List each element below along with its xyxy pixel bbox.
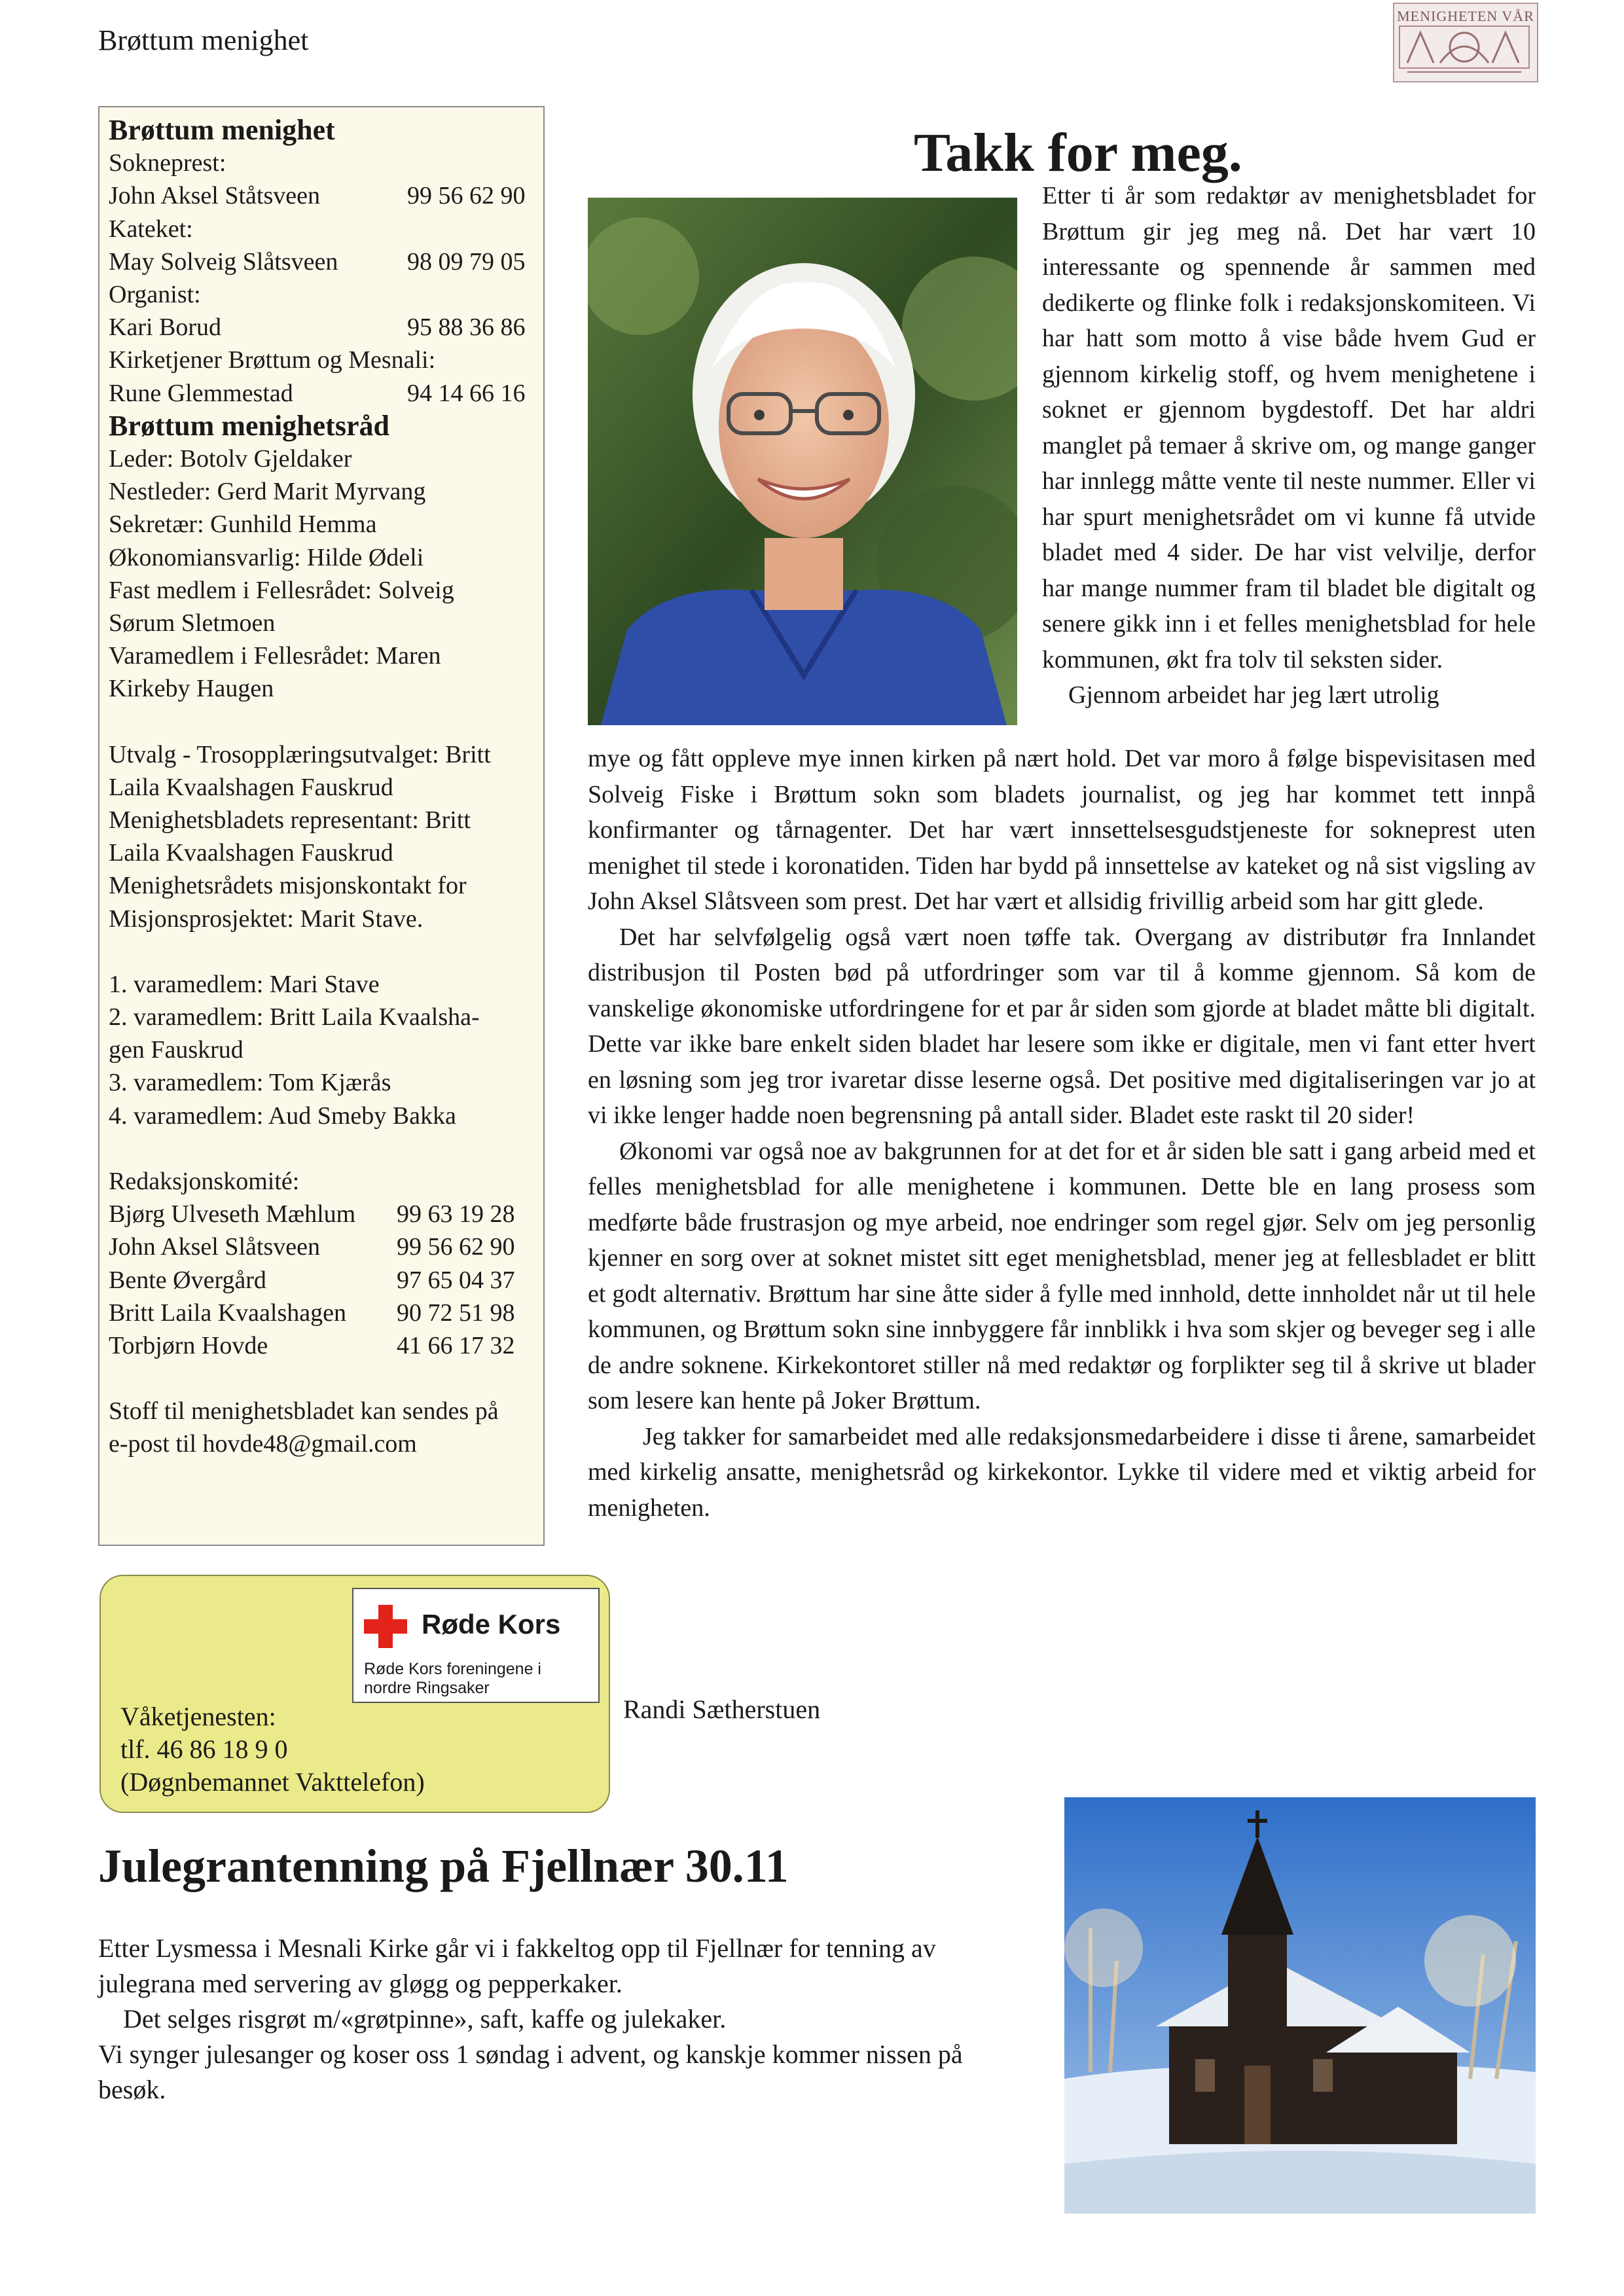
parish-info-box	[98, 106, 545, 1546]
article-signature: Randi Sætherstuen	[623, 1695, 821, 1724]
running-head: Brøttum menighet	[98, 24, 309, 56]
rode-kors-logo	[352, 1588, 600, 1703]
committee-line: Laila Kvaalshagen Fauskrud	[109, 839, 393, 867]
deputy-line: 1. varamedlem: Mari Stave	[109, 970, 380, 998]
portrait-photo	[588, 198, 1017, 725]
article-lead	[1042, 178, 1536, 713]
staff-phone: 99 56 62 90	[407, 182, 526, 210]
rode-kors-box	[99, 1575, 610, 1813]
article-lead-paragraph: Etter ti år som redaktør av menighetsbladet for Brøttum gir jeg meg nå. Det har vært 10 interessante og spennende år sammen med dedikerte og flinke folk i redaksjonskomiteen. Vi har hatt som motto å vise både hvem Gud er gjennom kirkelig stoff, og hvem menighetene i soknet er gjennom bygdestoff. Det har aldri manglet på temaer å skrive om, og mange ganger har innlegg måtte vente til neste nummer. Eller vi har spurt menighetsrådet om vi kunne få utvide bladet med 4 sider. De har vist velvilje, derfor har mange nummer fram til bladet ble digitalt og senere gikk inn i et felles menighetsblad for hele kommunen, økt fra tolv til seksten sider.	[1042, 182, 1536, 673]
editorial-name: Britt Laila Kvaalshagen	[109, 1299, 346, 1327]
council-line: Fast medlem i Fellesrådet: Solveig	[109, 576, 454, 604]
council-line: Kirkeby Haugen	[109, 675, 274, 703]
council-line: Varamedlem i Fellesrådet: Maren	[109, 642, 441, 670]
spacer	[109, 706, 535, 738]
editorial-row	[109, 1297, 535, 1329]
article-paragraph: Det har selvfølgelig også vært noen tøffe tak. Overgang av distributør fra Innlandet distribusjon til Posten bød på utfordringer som var til å komme gjennom. Så kom de vanskelige økonomiske utfordringene for et par år siden som gjorde at bladet måtte bli digitalt. Dette var ikke bare enkelt siden bladet har lesere som ikke er digitale, men vi fant etter hvert en løsning som jeg tror ivaretar disse leserne også. Det positive med digitaliseringen var jo at vi ikke lenger hadde noen begrensning på antall sider. Bladet este raskt til 20 sider!	[588, 923, 1536, 1129]
article-body	[588, 741, 1536, 1526]
staff-phone: 98 09 79 05	[407, 247, 526, 276]
submit-line: Stoff til menighetsbladet kan sendes på	[109, 1397, 499, 1426]
staff-row	[109, 179, 535, 212]
editorial-phone: 99 63 19 28	[397, 1200, 515, 1229]
editorial-phone: 97 65 04 37	[397, 1266, 515, 1294]
masthead-logo	[1393, 3, 1538, 82]
staff-name: May Solveig Slåtsveen	[109, 247, 338, 276]
vaketjenesten-phone: tlf. 46 86 18 9 0	[120, 1734, 288, 1764]
editorial-row	[109, 1264, 535, 1297]
council-line: Leder: Botolv Gjeldaker	[109, 445, 352, 473]
masthead-logo-text: MENIGHETEN VÅR	[1397, 8, 1534, 24]
council-title: Brøttum menighetsråd	[109, 409, 389, 442]
jule-title: Julegrantenning på Fjellnær 30.11	[98, 1840, 789, 1892]
staff-name: Kari Borud	[109, 314, 222, 342]
editorial-name: Bjørg Ulveseth Mæhlum	[109, 1200, 356, 1229]
editorial-title: Redaksjonskomité:	[109, 1167, 300, 1195]
editorial-row	[109, 1329, 535, 1362]
jule-paragraph: Det selges risgrøt m/«grøtpinne», saft, kaffe og julekaker.	[123, 2004, 727, 2034]
committee-line: Utvalg - Trosopplæringsutvalget: Britt	[109, 740, 491, 768]
staff-phone: 94 14 66 16	[407, 379, 526, 407]
deputy-line: gen Fauskrud	[109, 1036, 244, 1064]
editorial-name: John Aksel Slåtsveen	[109, 1233, 320, 1261]
committee-line: Menighetsbladets representant: Britt	[109, 806, 471, 834]
editorial-row	[109, 1198, 535, 1230]
staff-role: Kirketjener Brøttum og Mesnali:	[109, 346, 436, 374]
article-lead-continuation: Gjennom arbeidet har jeg lært utrolig	[1068, 681, 1439, 709]
staff-phone: 95 88 36 86	[407, 314, 526, 342]
info-box-title: Brøttum menighet	[109, 114, 335, 146]
council-line: Sørum Sletmoen	[109, 609, 276, 637]
jule-paragraph: Vi synger julesanger og koser oss 1 søndag i advent, og kanskje kommer nissen på besøk.	[98, 2039, 963, 2104]
committee-line: Menighetsrådets misjonskontakt for	[109, 872, 467, 900]
staff-name: Rune Glemmestad	[109, 379, 293, 407]
council-line: Sekretær: Gunhild Hemma	[109, 511, 377, 539]
council-line: Økonomiansvarlig: Hilde Ødeli	[109, 543, 424, 571]
article-paragraph: mye og fått oppleve mye innen kirken på nært hold. Det var moro å følge bispevisitasen med Solveig Fiske i Brøttum sokn som bladets journalist, og jeg har kommet tett innpå konfirmanter og tårnagenter. Det har vært innsettelsesgudstjeneste for sokneprest uten menighet til stede i koronatiden. Tiden har bydd på innsettelse av kateket og nå sist vigsling av John Aksel Slåtsveen som prest. Det har vært et allsidig frivillig arbeid som har gitt glede.	[588, 745, 1536, 915]
vaketjenesten-label: Våketjenesten:	[120, 1702, 276, 1731]
staff-role: Kateket:	[109, 215, 193, 243]
church-photo	[1064, 1797, 1536, 2214]
deputy-line: 2. varamedlem: Britt Laila Kvaalsha-	[109, 1003, 480, 1031]
rode-kors-subtitle: Røde Kors foreningene i nordre Ringsaker	[364, 1660, 541, 1697]
editorial-name: Bente Øvergård	[109, 1266, 266, 1294]
deputy-line: 3. varamedlem: Tom Kjærås	[109, 1069, 391, 1097]
jule-text	[98, 1931, 1036, 2108]
rode-kors-name: Røde Kors	[422, 1609, 561, 1640]
vaketjenesten-note: (Døgnbemannet Vakttelefon)	[120, 1767, 425, 1797]
council-line: Nestleder: Gerd Marit Myrvang	[109, 478, 426, 506]
staff-name: John Aksel Ståtsveen	[109, 182, 320, 210]
editorial-phone: 90 72 51 98	[397, 1299, 515, 1327]
jule-paragraph: Etter Lysmessa i Mesnali Kirke går vi i fakkeltog opp til Fjellnær for tenning av julegrana med servering av gløgg og pepperkaker.	[98, 1933, 936, 1998]
vaketjenesten-info	[120, 1700, 425, 1799]
red-cross-icon	[364, 1605, 407, 1648]
editorial-phone: 41 66 17 32	[397, 1331, 515, 1359]
submit-email[interactable]: e-post til hovde48@gmail.com	[109, 1430, 417, 1458]
committee-line: Laila Kvaalshagen Fauskrud	[109, 773, 393, 801]
spacer	[109, 1362, 535, 1395]
article-title: Takk for meg.	[914, 122, 1242, 183]
staff-row	[109, 311, 535, 344]
staff-role: Organist:	[109, 281, 201, 309]
spacer	[109, 1132, 535, 1165]
editorial-row	[109, 1230, 535, 1263]
article-paragraph: Økonomi var også noe av bakgrunnen for at det for et år siden ble satt i gang arbeid med et felles menighetsblad for alle menighetene i kommunen. Dette ble en lang prosess som medførte både frustrasjon og mye arbeid, noe endringer som regel gjør. Selv om jeg personlig kjenner en sorg over at soknet mistet sitt eget menighetsblad, mener jeg at fellesbladet er blitt et godt alternativ. Brøttum har sine åtte sider å fylle med innhold, dette innholdet når ut til hele kommunen, og Brøttum sokn sine innbyggere får innblikk i hva som skjer og beveger seg i alle de andre soknene. Kirkekontoret stiller nå med redaktør og forplikter seg til å skrive ut blader som lesere kan hente på Joker Brøttum.	[588, 1137, 1536, 1414]
committee-line: Misjonsprosjektet: Marit Stave.	[109, 905, 424, 933]
spacer	[109, 935, 535, 968]
deputy-line: 4. varamedlem: Aud Smeby Bakka	[109, 1102, 456, 1130]
staff-row	[109, 377, 535, 410]
editorial-phone: 99 56 62 90	[397, 1233, 515, 1261]
staff-row	[109, 245, 535, 278]
article-paragraph: Jeg takker for samarbeidet med alle redaksjonsmedarbeidere i disse ti årene, samarbeidet med kirkelig ansatte, menighetsråd og kirkekontor. Lykke til videre med et viktig arbeid for menigheten.	[588, 1422, 1536, 1522]
editorial-name: Torbjørn Hovde	[109, 1331, 268, 1359]
staff-role: Sokneprest:	[109, 149, 226, 177]
masthead-ornament-icon	[1394, 4, 1534, 79]
